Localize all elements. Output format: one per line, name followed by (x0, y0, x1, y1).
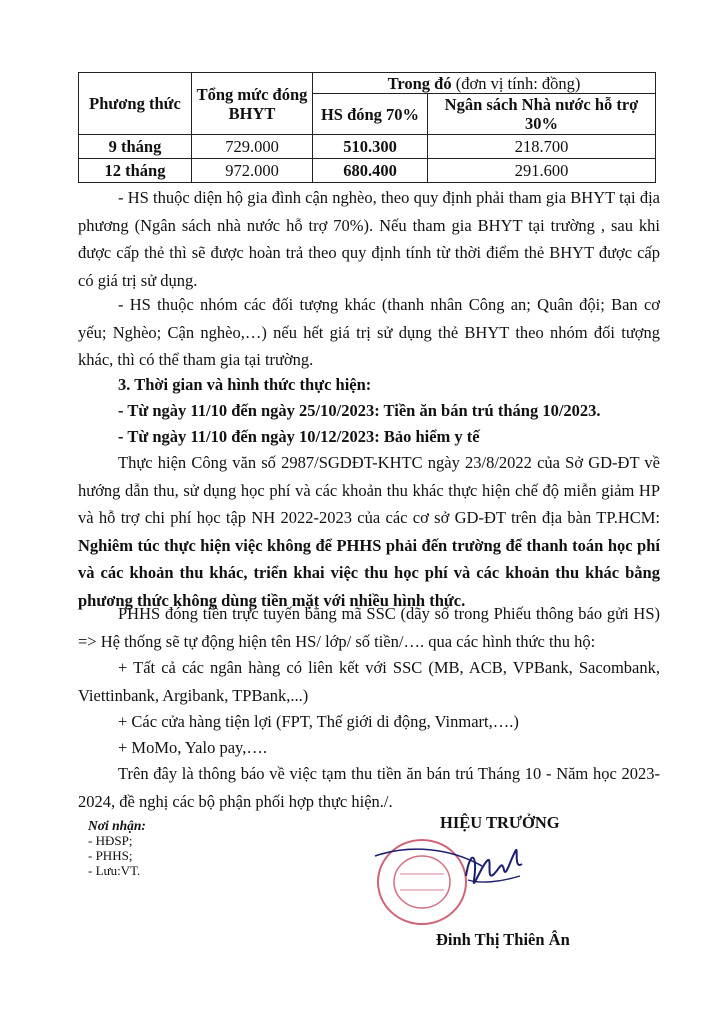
school-stamp-signature-icon (370, 830, 540, 930)
cell-budget: 218.700 (428, 135, 656, 159)
table-row (79, 159, 656, 183)
header-group (313, 73, 656, 94)
header-method: Phương thức (79, 73, 192, 135)
recipients-block (88, 818, 146, 878)
paragraph-banks: + Tất cả các ngân hàng có liên kết với SSC (MB, ACB, VPBank, Sacombank, Viettinbank, Argibank, TPBank,...) (78, 658, 660, 705)
table-header-row (79, 73, 656, 94)
paragraph-closing: Trên đây là thông báo về việc tạm thu tiền ăn bán trú Tháng 10 - Năm học 2023-2024, đề nghị các bộ phận phối hợp thực hiện./. (78, 764, 660, 811)
header-total: Tổng mức đóng BHYT (192, 73, 313, 135)
cell-total: 729.000 (192, 135, 313, 159)
official-letter-text: Thực hiện Công văn số 2987/SGDĐT-KHTC ngày 23/8/2022 của Sở GD-ĐT về hướng dẫn thu, sử dụng học phí và các khoản thu khác thực hiện chế độ miễn giảm HP và hỗ trợ chi phí học tập NH 2022-2023 của các cơ sở GD-ĐT trên địa bàn TP.HCM: (78, 453, 660, 527)
paragraph-online-payment: PHHS đóng tiền trực tuyến bằng mã SSC (dãy số trong Phiếu thông báo gửi HS) => Hệ thống sẽ tự động hiện tên HS/ lớp/ số tiền/…. qua các hình thức thu hộ: (78, 604, 660, 651)
recipients-title: Nơi nhận: (88, 818, 146, 833)
cell-method: 9 tháng (79, 135, 192, 159)
principal-title: HIỆU TRƯỞNG (440, 813, 560, 832)
signer-name: Đinh Thị Thiên Ân (436, 930, 570, 949)
paragraph-official-letter (78, 449, 660, 614)
cell-student: 510.300 (313, 135, 428, 159)
recipient-item: - Lưu:VT. (88, 863, 141, 878)
header-group-unit: (đơn vị tính: đồng) (455, 73, 581, 93)
cell-student: 680.400 (313, 159, 428, 183)
recipient-item: - HĐSP; (88, 833, 133, 848)
paragraph-other-groups: - HS thuộc nhóm các đối tượng khác (thanh nhân Công an; Quân đội; Ban cơ yếu; Nghèo; Cận nghèo,…) nếu hết giá trị sử dụng thẻ BHYT theo nhóm đối tượng khác, thì có thể tham gia tại trường. (78, 295, 660, 369)
header-budget: Ngân sách Nhà nước hỗ trợ 30% (428, 94, 656, 135)
deadline-meals: - Từ ngày 11/10 đến ngày 25/10/2023: Tiền ăn bán trú tháng 10/2023. (118, 401, 601, 420)
recipient-item: - PHHS; (88, 848, 133, 863)
cell-method: 12 tháng (79, 159, 192, 183)
paragraph-stores: + Các cửa hàng tiện lợi (FPT, Thế giới di động, Vinmart,….) (118, 712, 519, 731)
header-group-label: Trong đó (387, 73, 452, 93)
cell-total: 972.000 (192, 159, 313, 183)
header-student: HS đóng 70% (313, 94, 428, 135)
table-row (79, 135, 656, 159)
insurance-fee-table (78, 72, 656, 183)
official-letter-emphasis: Nghiêm túc thực hiện việc không để PHHS phải đến trường để thanh toán học phí và các khoản thu khác, triển khai việc thu học phí và các khoản thu khác bằng phương thức không dùng tiền mặt với nhiều hình thức. (78, 535, 660, 610)
paragraph-near-poor: - HS thuộc diện hộ gia đình cận nghèo, theo quy định phải tham gia BHYT tại địa phương (Ngân sách nhà nước hỗ trợ 70%). Nếu tham gia BHYT tại trường , sau khi được cấp thẻ thì sẽ được hoàn trả theo quy định tính từ thời điểm thẻ BHYT được cấp có giá trị sử dụng. (78, 188, 660, 290)
paragraph-wallets: + MoMo, Yalo pay,…. (118, 738, 267, 757)
section-heading-3: 3. Thời gian và hình thức thực hiện: (118, 375, 372, 394)
deadline-insurance: - Từ ngày 11/10 đến ngày 10/12/2023: Bảo hiểm y tế (118, 427, 480, 446)
cell-budget: 291.600 (428, 159, 656, 183)
